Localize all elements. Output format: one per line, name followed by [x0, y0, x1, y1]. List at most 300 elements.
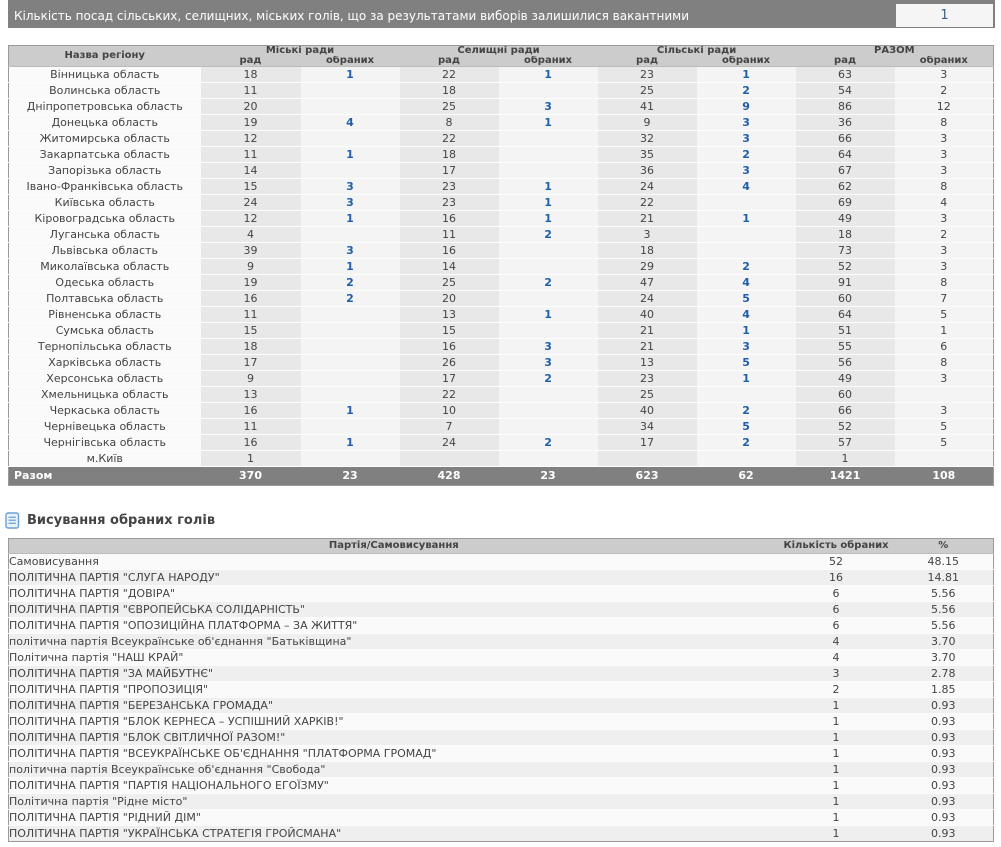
councils-count: 40 [598, 403, 697, 419]
elected-count: 3 [895, 163, 994, 179]
elected-count: 2 [301, 275, 400, 291]
councils-count: 11 [201, 147, 301, 163]
region-name: Львівська область [9, 243, 201, 259]
party-name: політична партія Всеукраїнське об'єднання "Батьківщина" [9, 634, 779, 650]
councils-count: 17 [201, 355, 301, 371]
elected-count: 1 [499, 211, 598, 227]
region-row [9, 419, 994, 435]
percent-value: 0.93 [894, 730, 994, 746]
councils-count: 1 [796, 451, 895, 467]
councils-count: 23 [400, 195, 499, 211]
elected-count [499, 243, 598, 259]
councils-count: 15 [201, 179, 301, 195]
councils-count: 18 [201, 339, 301, 355]
elected-count: 2 [499, 275, 598, 291]
party-name: ПОЛІТИЧНА ПАРТІЯ "ПАРТІЯ НАЦІОНАЛЬНОГО ЕГОЇЗМУ" [9, 778, 779, 794]
councils-count: 11 [201, 83, 301, 99]
region-row [9, 147, 994, 163]
councils-count: 16 [201, 435, 301, 451]
councils-count: 62 [796, 179, 895, 195]
elected-count: 3 [895, 131, 994, 147]
section-header [5, 512, 993, 529]
councils-count: 91 [796, 275, 895, 291]
party-row [9, 730, 994, 746]
party-name: ПОЛІТИЧНА ПАРТІЯ "РІДНИЙ ДІМ" [9, 810, 779, 826]
column-header-elected-count: Кількість обраних [779, 539, 894, 554]
region-row [9, 179, 994, 195]
elected-count [499, 323, 598, 339]
elected-count: 8 [895, 275, 994, 291]
party-name: Політична партія "НАШ КРАЙ" [9, 650, 779, 666]
councils-count: 17 [400, 371, 499, 387]
elected-count [301, 227, 400, 243]
party-row [9, 650, 994, 666]
elected-count [301, 371, 400, 387]
councils-count: 7 [400, 419, 499, 435]
totals-label: Разом [9, 467, 201, 486]
column-group-city-councils: Міські ради [201, 46, 400, 57]
councils-count: 52 [796, 419, 895, 435]
elected-count: 3 [895, 147, 994, 163]
councils-count: 13 [598, 355, 697, 371]
region-name: Чернігівська область [9, 435, 201, 451]
elected-count: 3 [895, 259, 994, 275]
region-row [9, 211, 994, 227]
elected-count: 1 [779, 778, 894, 794]
party-row [9, 618, 994, 634]
councils-count: 22 [400, 387, 499, 403]
elected-count: 3 [499, 99, 598, 115]
column-header-region: Назва регіону [9, 46, 201, 67]
column-group-total: РАЗОМ [796, 46, 994, 57]
councils-count: 41 [598, 99, 697, 115]
councils-count: 47 [598, 275, 697, 291]
councils-count: 9 [201, 259, 301, 275]
party-name: ПОЛІТИЧНА ПАРТІЯ "ВСЕУКРАЇНСЬКЕ ОБ'ЄДНАННЯ "ПЛАТФОРМА ГРОМАД" [9, 746, 779, 762]
percent-value: 0.93 [894, 778, 994, 794]
subheader-obranyh: обраних [697, 56, 796, 67]
region-row [9, 115, 994, 131]
totals-value: 23 [499, 467, 598, 486]
elected-count: 1 [301, 147, 400, 163]
region-name: Рівненська область [9, 307, 201, 323]
subheader-rad: рад [400, 56, 499, 67]
elected-count: 3 [301, 243, 400, 259]
councils-count: 66 [796, 403, 895, 419]
elected-count: 4 [697, 179, 796, 195]
elected-count: 1 [301, 403, 400, 419]
region-row [9, 195, 994, 211]
elected-count: 3 [895, 211, 994, 227]
elected-count: 1 [697, 323, 796, 339]
elected-count: 9 [697, 99, 796, 115]
party-name: ПОЛІТИЧНА ПАРТІЯ "ПРОПОЗИЦІЯ" [9, 682, 779, 698]
elected-count [301, 131, 400, 147]
elected-count: 3 [499, 339, 598, 355]
elected-count: 2 [697, 83, 796, 99]
region-row [9, 435, 994, 451]
elected-count: 2 [779, 682, 894, 698]
elected-count: 3 [779, 666, 894, 682]
councils-count: 11 [400, 227, 499, 243]
councils-count: 55 [796, 339, 895, 355]
percent-value: 0.93 [894, 746, 994, 762]
percent-value: 3.70 [894, 634, 994, 650]
elected-count: 1 [895, 323, 994, 339]
councils-count: 18 [201, 67, 301, 83]
region-name: Одеська область [9, 275, 201, 291]
elected-count: 1 [301, 211, 400, 227]
section-title: Висування обраних голів [27, 513, 216, 528]
region-name: Кіровоградська область [9, 211, 201, 227]
elected-count [499, 83, 598, 99]
document-icon [5, 512, 20, 529]
elected-count [697, 195, 796, 211]
elected-count [499, 291, 598, 307]
party-row [9, 554, 994, 570]
region-name: Дніпропетровська область [9, 99, 201, 115]
vacant-count-link[interactable]: 1 [896, 4, 993, 27]
elected-count: 2 [697, 147, 796, 163]
elected-count: 1 [499, 195, 598, 211]
councils-count: 13 [400, 307, 499, 323]
column-header-percent: % [894, 539, 994, 554]
councils-count: 52 [796, 259, 895, 275]
percent-value: 0.93 [894, 826, 994, 842]
subheader-obranyh: обраних [499, 56, 598, 67]
elected-count: 2 [499, 371, 598, 387]
elected-count: 1 [779, 826, 894, 842]
elected-count: 3 [697, 131, 796, 147]
elected-count: 1 [301, 259, 400, 275]
councils-count: 49 [796, 211, 895, 227]
councils-count: 23 [598, 67, 697, 83]
banner-title: Кількість посад сільських, селищних, міських голів, що за результатами виборів залишилися вакантними [14, 8, 689, 23]
councils-count: 18 [400, 83, 499, 99]
councils-count: 36 [598, 163, 697, 179]
region-name: Херсонська область [9, 371, 201, 387]
region-row [9, 67, 994, 83]
party-name: ПОЛІТИЧНА ПАРТІЯ "БЛОК КЕРНЕСА – УСПІШНИЙ ХАРКІВ!" [9, 714, 779, 730]
councils-count: 16 [400, 243, 499, 259]
councils-count: 35 [598, 147, 697, 163]
party-row [9, 794, 994, 810]
elected-count: 4 [895, 195, 994, 211]
councils-count: 11 [201, 419, 301, 435]
region-row [9, 243, 994, 259]
elected-count: 4 [779, 634, 894, 650]
subheader-obranyh: обраних [301, 56, 400, 67]
councils-count: 10 [400, 403, 499, 419]
elected-count: 4 [301, 115, 400, 131]
column-group-settlement-councils: Селищні ради [400, 46, 598, 57]
elected-count [499, 403, 598, 419]
councils-count: 4 [201, 227, 301, 243]
vacant-positions-banner [8, 0, 995, 28]
party-name: ПОЛІТИЧНА ПАРТІЯ "БЛОК СВІТЛИЧНОЇ РАЗОМ!" [9, 730, 779, 746]
percent-value: 0.93 [894, 762, 994, 778]
totals-value: 1421 [796, 467, 895, 486]
councils-count: 60 [796, 291, 895, 307]
elected-count: 5 [697, 419, 796, 435]
elected-count: 6 [779, 602, 894, 618]
councils-count: 24 [598, 179, 697, 195]
elected-count [301, 323, 400, 339]
elected-count: 1 [779, 714, 894, 730]
elected-count [301, 163, 400, 179]
councils-count: 25 [400, 275, 499, 291]
region-name: Черкаська область [9, 403, 201, 419]
elected-count: 1 [301, 435, 400, 451]
subheader-rad: рад [598, 56, 697, 67]
region-name: Волинська область [9, 83, 201, 99]
councils-count: 24 [201, 195, 301, 211]
region-name: Чернівецька область [9, 419, 201, 435]
councils-count: 21 [598, 211, 697, 227]
elected-count: 3 [697, 339, 796, 355]
elected-count: 1 [499, 115, 598, 131]
elected-count [301, 355, 400, 371]
councils-count: 32 [598, 131, 697, 147]
region-name: Івано-Франківська область [9, 179, 201, 195]
councils-count: 66 [796, 131, 895, 147]
elected-count: 3 [697, 163, 796, 179]
column-header-party: Партія/Самовисування [9, 539, 779, 554]
elected-count: 1 [697, 67, 796, 83]
elected-count [499, 259, 598, 275]
councils-count: 9 [598, 115, 697, 131]
elected-count [499, 163, 598, 179]
elected-count: 6 [779, 618, 894, 634]
party-name: ПОЛІТИЧНА ПАРТІЯ "ЄВРОПЕЙСЬКА СОЛІДАРНІСТЬ" [9, 602, 779, 618]
region-name: Київська область [9, 195, 201, 211]
elected-count: 1 [779, 762, 894, 778]
elected-count: 7 [895, 291, 994, 307]
region-row [9, 323, 994, 339]
party-name: ПОЛІТИЧНА ПАРТІЯ "БЕРЕЗАНСЬКА ГРОМАДА" [9, 698, 779, 714]
party-row [9, 762, 994, 778]
party-row [9, 666, 994, 682]
elected-count [499, 147, 598, 163]
party-row [9, 570, 994, 586]
elected-count [895, 451, 994, 467]
region-row [9, 291, 994, 307]
councils-count: 9 [201, 371, 301, 387]
region-row [9, 387, 994, 403]
councils-count: 63 [796, 67, 895, 83]
elected-count: 5 [895, 307, 994, 323]
elected-count: 5 [895, 435, 994, 451]
region-name: Сумська область [9, 323, 201, 339]
elected-count: 12 [895, 99, 994, 115]
councils-count: 25 [598, 387, 697, 403]
region-row [9, 355, 994, 371]
party-name: Політична партія "Рідне місто" [9, 794, 779, 810]
councils-count: 64 [796, 307, 895, 323]
councils-count: 57 [796, 435, 895, 451]
councils-count: 24 [598, 291, 697, 307]
elected-count: 1 [499, 67, 598, 83]
elected-count: 2 [895, 227, 994, 243]
percent-value: 5.56 [894, 586, 994, 602]
percent-value: 0.93 [894, 714, 994, 730]
party-name: ПОЛІТИЧНА ПАРТІЯ "УКРАЇНСЬКА СТРАТЕГІЯ ГРОЙСМАНА" [9, 826, 779, 842]
party-row [9, 778, 994, 794]
elected-count: 3 [895, 371, 994, 387]
region-row [9, 339, 994, 355]
percent-value: 0.93 [894, 794, 994, 810]
councils-count: 8 [400, 115, 499, 131]
councils-count: 25 [598, 83, 697, 99]
region-row [9, 307, 994, 323]
councils-count: 18 [400, 147, 499, 163]
councils-count: 13 [201, 387, 301, 403]
elected-count: 1 [779, 730, 894, 746]
party-row [9, 746, 994, 762]
elected-count [301, 339, 400, 355]
region-name: Тернопільська область [9, 339, 201, 355]
councils-count: 86 [796, 99, 895, 115]
councils-count: 3 [598, 227, 697, 243]
party-row [9, 602, 994, 618]
subheader-rad: рад [201, 56, 301, 67]
councils-count: 64 [796, 147, 895, 163]
councils-count: 34 [598, 419, 697, 435]
party-row [9, 634, 994, 650]
councils-count: 40 [598, 307, 697, 323]
councils-count: 15 [201, 323, 301, 339]
elected-count: 1 [779, 746, 894, 762]
elected-count: 2 [697, 259, 796, 275]
councils-count: 36 [796, 115, 895, 131]
councils-count: 15 [400, 323, 499, 339]
councils-count: 56 [796, 355, 895, 371]
elected-count: 3 [301, 195, 400, 211]
totals-value: 62 [697, 467, 796, 486]
region-row [9, 83, 994, 99]
elected-count: 1 [499, 307, 598, 323]
region-row [9, 227, 994, 243]
councils-count: 18 [796, 227, 895, 243]
councils-count: 69 [796, 195, 895, 211]
elected-count [895, 387, 994, 403]
percent-value: 5.56 [894, 618, 994, 634]
subheader-obranyh: обраних [895, 56, 994, 67]
elected-count: 16 [779, 570, 894, 586]
elected-count [499, 451, 598, 467]
elected-count [499, 131, 598, 147]
elected-count: 3 [301, 179, 400, 195]
elected-count [697, 451, 796, 467]
party-name: політична партія Всеукраїнське об'єднання "Свобода" [9, 762, 779, 778]
councils-count: 23 [400, 179, 499, 195]
elected-count: 1 [779, 698, 894, 714]
councils-count: 19 [201, 275, 301, 291]
party-name: Самовисування [9, 554, 779, 570]
percent-value: 14.81 [894, 570, 994, 586]
elected-count: 1 [697, 371, 796, 387]
region-name: Харківська область [9, 355, 201, 371]
totals-value: 108 [895, 467, 994, 486]
councils-count: 17 [598, 435, 697, 451]
elected-count: 6 [895, 339, 994, 355]
elected-count [301, 387, 400, 403]
percent-value: 5.56 [894, 602, 994, 618]
elected-count: 6 [779, 586, 894, 602]
totals-value: 428 [400, 467, 499, 486]
elected-count: 5 [895, 419, 994, 435]
party-row [9, 682, 994, 698]
elected-count: 8 [895, 115, 994, 131]
elected-count: 4 [779, 650, 894, 666]
elected-count: 3 [895, 67, 994, 83]
councils-count: 16 [400, 211, 499, 227]
elected-count: 1 [301, 67, 400, 83]
councils-count: 60 [796, 387, 895, 403]
elected-count: 2 [499, 435, 598, 451]
party-row [9, 586, 994, 602]
councils-count: 49 [796, 371, 895, 387]
elected-count: 3 [499, 355, 598, 371]
councils-count: 73 [796, 243, 895, 259]
region-row [9, 259, 994, 275]
party-row [9, 826, 994, 842]
region-name: Луганська область [9, 227, 201, 243]
councils-count [400, 451, 499, 467]
councils-count: 22 [598, 195, 697, 211]
councils-count: 11 [201, 307, 301, 323]
elected-count: 4 [697, 275, 796, 291]
elected-count: 1 [499, 179, 598, 195]
percent-value: 3.70 [894, 650, 994, 666]
elected-count: 2 [697, 435, 796, 451]
councils-count: 20 [400, 291, 499, 307]
councils-count: 22 [400, 67, 499, 83]
totals-row [9, 467, 994, 486]
elected-count [301, 307, 400, 323]
elected-count: 52 [779, 554, 894, 570]
elected-count [499, 387, 598, 403]
percent-value: 48.15 [894, 554, 994, 570]
party-row [9, 810, 994, 826]
column-group-village-councils: Сільські ради [598, 46, 796, 57]
totals-value: 23 [301, 467, 400, 486]
councils-count: 24 [400, 435, 499, 451]
councils-count: 25 [400, 99, 499, 115]
councils-count: 16 [201, 291, 301, 307]
elected-count [301, 83, 400, 99]
elected-count: 3 [895, 403, 994, 419]
region-row [9, 99, 994, 115]
region-row [9, 371, 994, 387]
party-name: ПОЛІТИЧНА ПАРТІЯ "ОПОЗИЦІЙНА ПЛАТФОРМА – ЗА ЖИТТЯ" [9, 618, 779, 634]
councils-count: 1 [201, 451, 301, 467]
elected-count: 5 [697, 291, 796, 307]
elected-count: 1 [779, 810, 894, 826]
councils-count: 14 [201, 163, 301, 179]
region-name: Миколаївська область [9, 259, 201, 275]
party-name: ПОЛІТИЧНА ПАРТІЯ "ЗА МАЙБУТНЄ" [9, 666, 779, 682]
totals-value: 370 [201, 467, 301, 486]
region-name: Житомирська область [9, 131, 201, 147]
elected-count [301, 99, 400, 115]
region-row [9, 275, 994, 291]
councils-count: 12 [201, 131, 301, 147]
region-name: Полтавська область [9, 291, 201, 307]
councils-count: 54 [796, 83, 895, 99]
councils-count: 12 [201, 211, 301, 227]
percent-value: 1.85 [894, 682, 994, 698]
